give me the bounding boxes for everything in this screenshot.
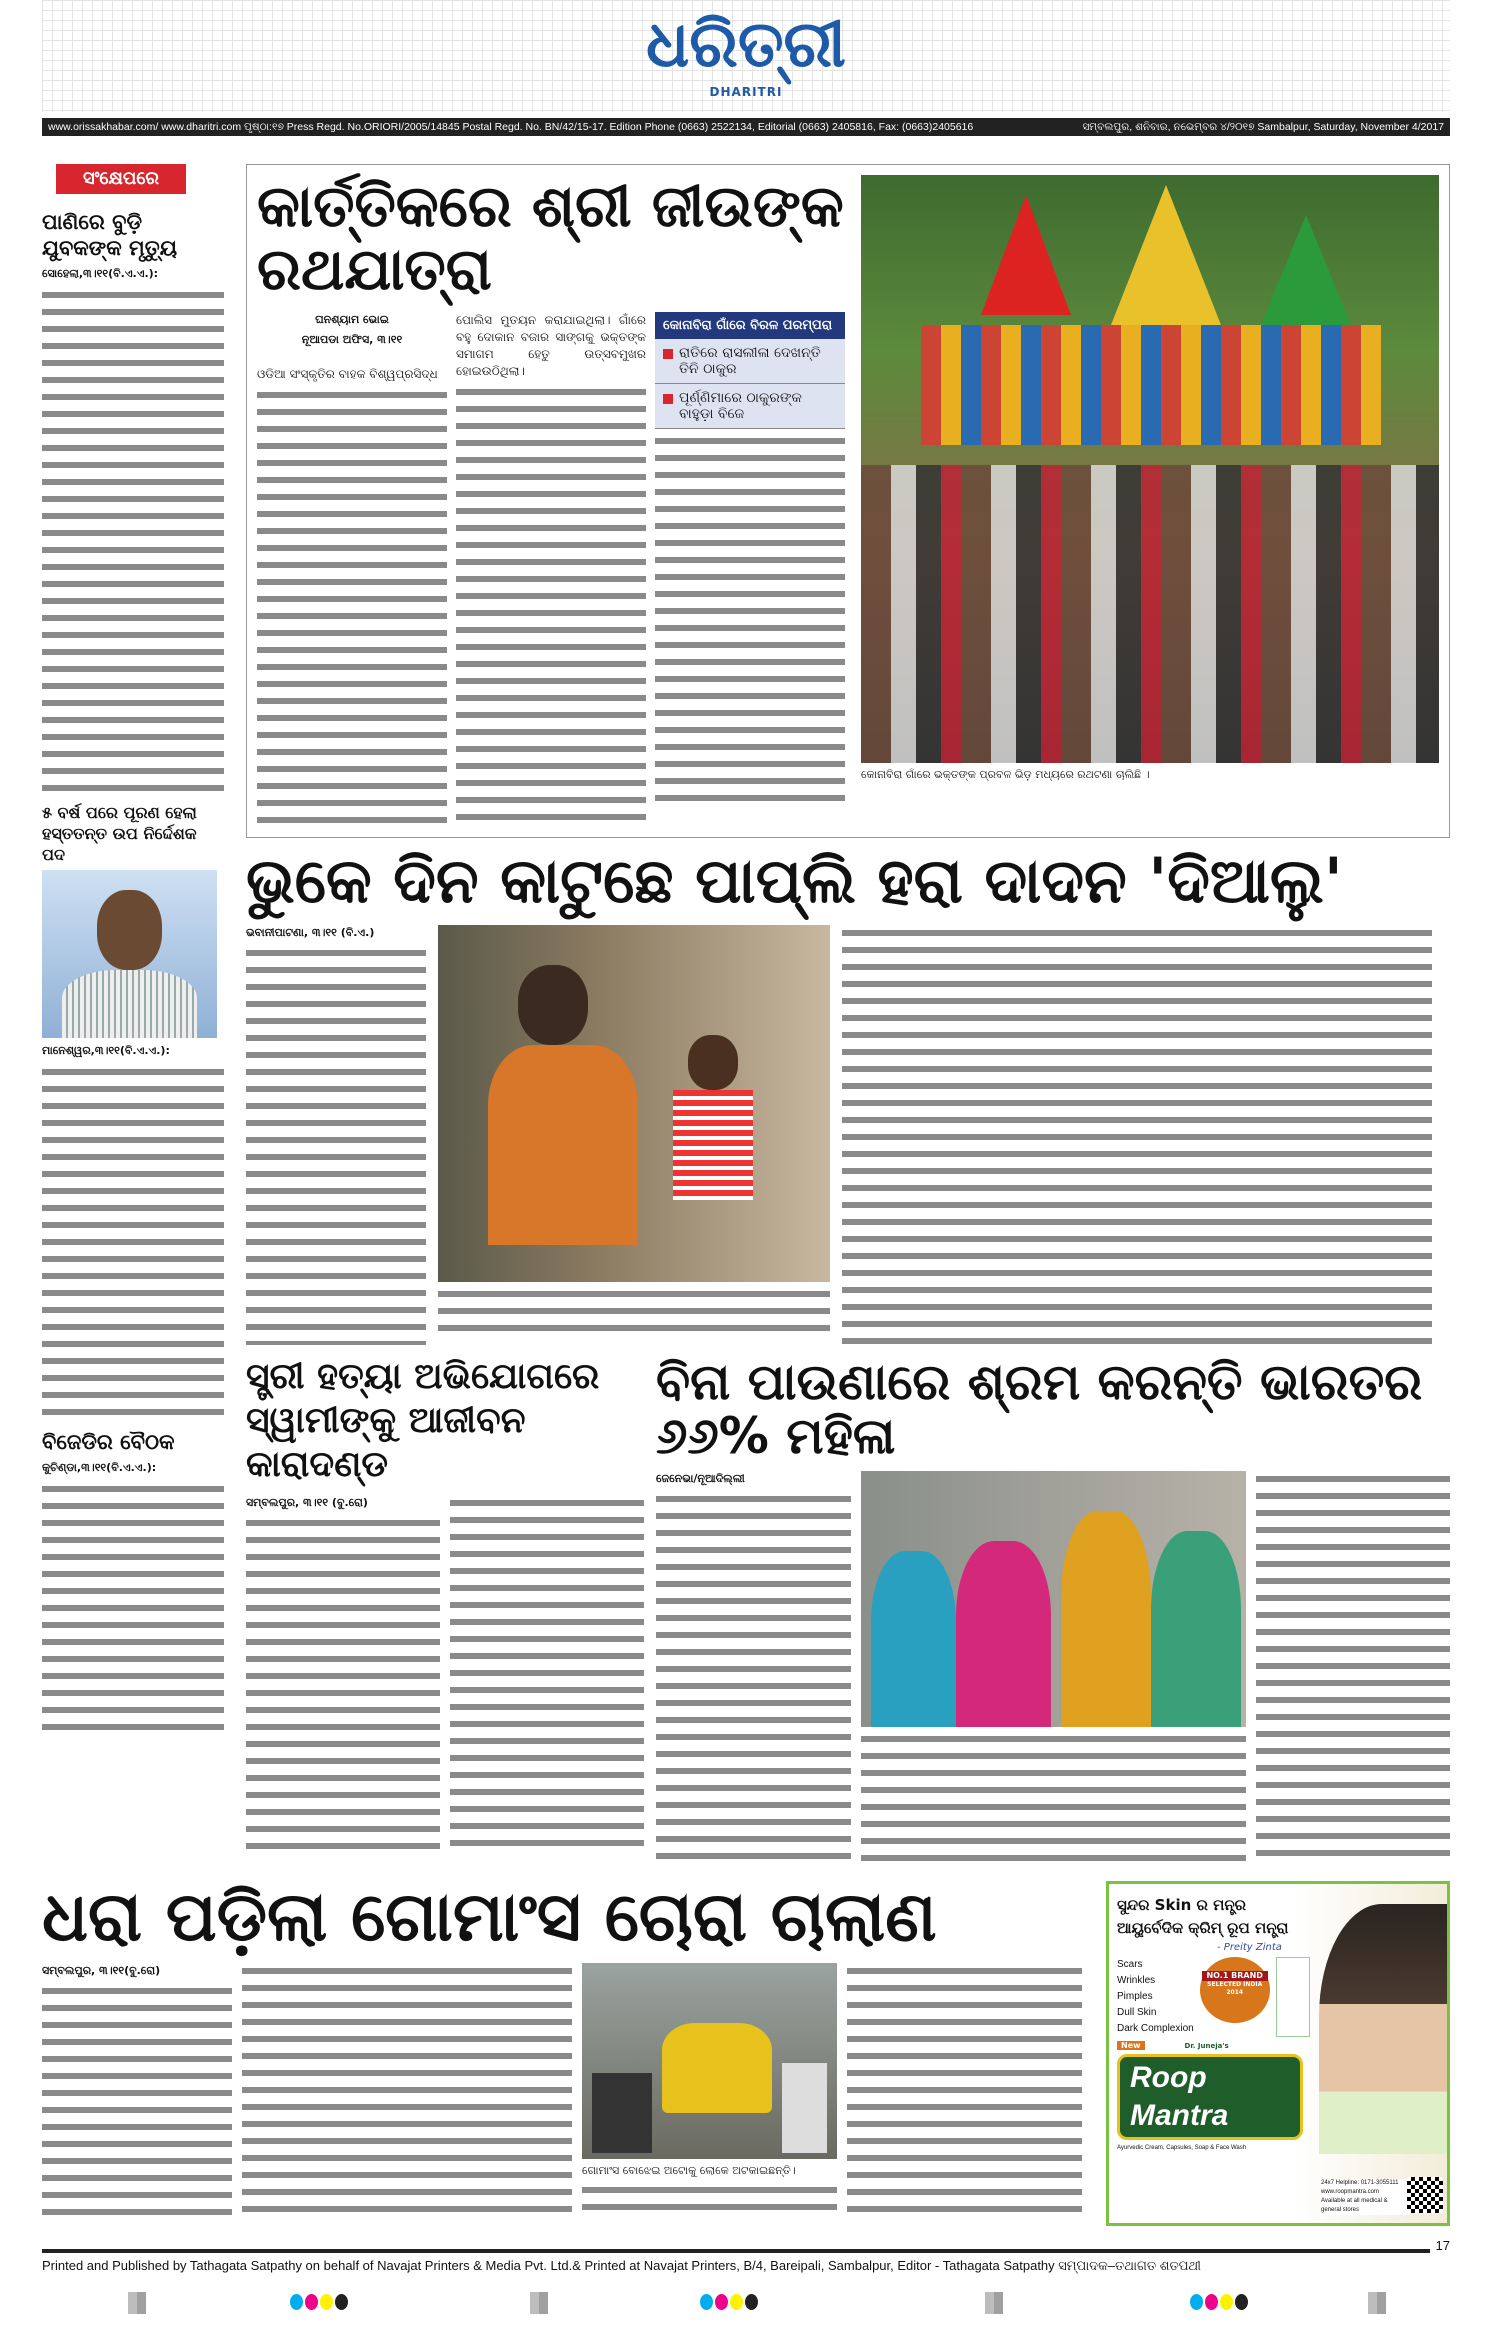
ad-availability: Available at all medical & general stores: [1321, 2198, 1388, 2214]
story3: [246, 1355, 646, 1855]
brief-dateline: ମାନେଶ୍ୱର,୩।୧୧(ବି.ଏ.ଏ.):: [42, 1044, 170, 1057]
benefit-item: Wrinkles: [1117, 1975, 1156, 1987]
story3-4-row: [246, 1355, 1450, 1865]
story4-dateline: ଜେନେଭା/ନୂଆଦିଲ୍ଲୀ: [656, 1472, 745, 1486]
info-bar-date: ସମ୍ବଲପୁର, ଶନିବାର, ନଭେମ୍ବର ୪/୨୦୧୭ Sambalpur, Saturday, November 4/2017: [1082, 121, 1444, 133]
story3-body-col2: [450, 1495, 644, 1855]
brief-headline-bjd-meeting[interactable]: ବିଜେଡିର ବୈଠକ: [42, 1430, 175, 1454]
info-bar-left: www.orissakhabar.com/ www.dharitri.com ପୃଷ୍ଠା:୧୭ Press Regd. No.ORIORI/2005/14845 Postal Regd. No. BN/42/15-17. Edition Phone (0663) 2522134, Editorial (0663) 2405816, Fax: (0663)2405616: [48, 121, 974, 133]
footer-imprint: Printed and Published by Tathagata Satpathy on behalf of Navajat Printers & Media Pvt. Ltd.& Printed at Navajat Printers, B/4, Bareipali, Sambalpur, Editor - Tathagata Satpathy ସମ୍ପାଦକ–ତଥାଗତ ଶତପଥୀ: [42, 2258, 1201, 2274]
brief-body-text: [42, 1481, 224, 1731]
lead-story-box: [246, 164, 1450, 838]
story2-body: [246, 925, 1450, 1345]
story2-body-under-photo: [438, 1286, 830, 1337]
lead-byline: ଘନଶ୍ୟାମ ଭୋଇ: [315, 313, 389, 327]
brief-body-text: [42, 287, 224, 797]
top-section: [42, 164, 1450, 1865]
page-number: 17: [1435, 2238, 1450, 2254]
info-bar: [42, 118, 1450, 136]
story5-body-col1: [42, 1983, 232, 2218]
qr-code-icon: [1407, 2177, 1443, 2213]
story5: [42, 1878, 1092, 2217]
registration-marks: [42, 2286, 1450, 2326]
brief-headline-drowning[interactable]: ପାଣିରେ ବୁଡ଼ି ଯୁବକଙ୍କ ମୃତ୍ୟୁ: [42, 210, 178, 260]
lead-dateline: ନୂଆପଡା ଅଫିସ, ୩।୧୧: [301, 333, 403, 347]
brief-headline-handloom[interactable]: ୫ ବର୍ଷ ପରେ ପୂରଣ ହେଲା ହସ୍ତତନ୍ତ ଉପ ନିର୍ଦ୍ଦେଶକ ପଦ: [42, 803, 197, 864]
story5-body-col4: [847, 1963, 1082, 2218]
benefit-item: Scars: [1117, 1959, 1143, 1971]
masthead: [42, 0, 1450, 112]
logo-odia: ଧରିତ୍ରୀ: [646, 7, 846, 82]
story5-headline[interactable]: ଧରା ପଡ଼ିଲା ଗୋମାଂସ ଚୋରା ଚାଲାଣ: [42, 1878, 937, 1958]
lead-body-col2: [456, 384, 646, 824]
ad-helpline: 24x7 Helpline: 0171-3055111: [1321, 2180, 1399, 2187]
story3-body-col1: [246, 1515, 440, 1855]
bottom-section: [42, 1878, 1450, 2226]
story2-body-cols: [842, 925, 1432, 1345]
story5-photo-caption: ଗୋମାଂସ ବୋଝେଇ ଅଟୋକୁ ଲୋକେ ଅଟକାଇଛନ୍ତି।: [582, 2163, 796, 2177]
briefs-sidebar: [42, 164, 224, 1731]
infobox-item: ରାତିରେ ରାସଲୀଳା ଦେଖନ୍ତି ତିନି ଠାକୁର: [655, 339, 845, 384]
lead-body-col2-start: ପୋଲିସ ମୁତୟନ କରାଯାଇଥିଲା। ଗାଁରେ ବହୁ ଦୋକାନ ବଜାର ସାଙ୍ଗକୁ ଭକ୍ତଙ୍କ ସମାଗମ ହେତୁ ଉତ୍ସବମୁଖର ହୋଇଉଠିଥିଲା।: [456, 313, 646, 379]
benefit-item: Pimples: [1117, 1991, 1153, 2003]
ad-products: Ayurvedic Cream, Capsules, Soap & Face Wash: [1117, 2145, 1247, 2152]
story5-dateline: ସମ୍ବଲପୁର, ୩।୧୧(ବୁ.ରୋ): [42, 1963, 161, 1977]
infobox-item: ପୂର୍ଣ୍ଣିମାରେ ଠାକୁରଙ୍କ ବାହୁଡ଼ା ବିଜେ: [655, 384, 845, 429]
infobox-title: କୋନାବିରା ଗାଁରେ ବିରଳ ପରମ୍ପରା: [655, 312, 845, 339]
story4-body-col4: [1256, 1471, 1450, 1865]
bullet-square-icon: [663, 349, 673, 359]
registration-mark: [1368, 2292, 1386, 2314]
story4-headline[interactable]: ବିନା ପାଉଣାରେ ଶ୍ରମ କରନ୍ତି ଭାରତର ୬୬% ମହିଳା: [656, 1353, 1423, 1466]
roop-mantra-logo: [1117, 2054, 1303, 2140]
ad-contact: [1321, 2179, 1409, 2215]
lead-body-col3: [655, 433, 845, 803]
story3-headline-line1: ସ୍ତ୍ରୀ ହତ୍ୟା ଅଭିଯୋଗରେ: [246, 1356, 600, 1398]
main-column: [246, 164, 1450, 1865]
dharitri-logo[interactable]: [596, 5, 896, 99]
lead-body-col1: [257, 387, 447, 827]
official-portrait-photo: [42, 870, 217, 1038]
lead-photo-area: [861, 175, 1439, 782]
badge-text: NO.1 BRAND: [1202, 1971, 1268, 1981]
ad-maker: Dr. Juneja's: [1184, 2041, 1229, 2050]
product-pack: [1276, 1957, 1310, 2037]
color-registration-dots: [700, 2294, 758, 2310]
story3-headline-line2: ସ୍ୱାମୀଙ୍କୁ ଆଜୀବନ କାରାଦଣ୍ଡ: [246, 1400, 526, 1486]
brief-body-text: [42, 1064, 224, 1424]
women-workers-photo: [861, 1471, 1246, 1727]
color-registration-dots: [1190, 2294, 1248, 2310]
rath-yatra-photo: [861, 175, 1439, 763]
ad-signature: - Preity Zinta: [1217, 1942, 1282, 1954]
logo-latin: DHARITRI: [709, 85, 783, 99]
benefit-item: Dark Complexion: [1117, 2023, 1194, 2035]
roop-mantra-ad[interactable]: [1106, 1881, 1450, 2226]
brief-dateline: କୁଚିଣ୍ଡା,୩।୧୧(ବି.ଏ.ଏ.):: [42, 1461, 157, 1474]
footer-rule: [42, 2249, 1430, 2253]
lead-photo-caption: କୋନାବିରା ଗାଁରେ ଭକ୍ତଙ୍କ ପ୍ରବଳ ଭିଡ଼ ମଧ୍ୟରେ ରଥଟଣା ଚାଲିଛି ।: [861, 768, 1150, 781]
story3-dateline: ସମ୍ବଲପୁର, ୩।୧୧ (ବୁ.ରୋ): [246, 1496, 368, 1510]
story4-body-col1: [656, 1491, 851, 1865]
ad-tagline-1: ସୁନ୍ଦର Skin ର ମନ୍ତ୍ର: [1117, 1896, 1247, 1915]
story2-dateline: ଭବାନୀପାଟଣା, ୩।୧୧ (ବି.ଏ.): [246, 926, 375, 940]
story5-body-col2: [242, 1963, 572, 2218]
ad-tagline-2: ଆୟୁର୍ବେଦିକ କ୍ରିମ୍ ରୂପ ମନ୍ତ୍ରା: [1117, 1919, 1289, 1938]
beef-smuggling-auto-photo: [582, 1963, 837, 2159]
no1-brand-badge: [1200, 1957, 1270, 2023]
brief-dateline: ସୋହେଲା,୩।୧୧(ବି.ଏ.ଏ.):: [42, 267, 159, 280]
story3-headline[interactable]: [246, 1355, 646, 1487]
color-registration-dots: [290, 2294, 348, 2310]
story4-body-under-photo: [861, 1731, 1246, 1863]
section-tag-briefs: ସଂକ୍ଷେପରେ: [56, 164, 186, 194]
registration-mark: [985, 2292, 1003, 2314]
model-portrait: [1319, 1904, 1450, 2154]
lead-infobox: [655, 312, 845, 429]
registration-mark: [128, 2292, 146, 2314]
story4: [656, 1355, 1450, 1865]
benefit-item: Dull Skin: [1117, 2007, 1157, 2019]
footer: [42, 2238, 1450, 2326]
story5-body-under-photo: [582, 2182, 837, 2216]
badge-subtext: SELECTED INDIA 2014: [1207, 1981, 1263, 1997]
boy-and-child-photo: [438, 925, 830, 1282]
lead-text-area: [257, 172, 849, 827]
ad-new-label: New: [1117, 2041, 1145, 2050]
story2-headline[interactable]: ଭୁକେ ଦିନ କାଟୁଛେ ପାପ୍‌ଲି ହରା ଦାଦନ 'ଦିଆଲୁ': [246, 844, 1343, 918]
ad-website[interactable]: www.roopmantra.com: [1321, 2189, 1380, 2196]
brand-line1: Roop: [1130, 2061, 1207, 2095]
brand-line2: Mantra: [1130, 2099, 1229, 2133]
registration-mark: [530, 2292, 548, 2314]
lead-body-start: ଓଡିଆ ସଂସ୍କୃତିର ବାହକ ବିଶ୍ୱପ୍ରସିଦ୍ଧ: [257, 367, 438, 382]
bullet-square-icon: [663, 394, 673, 404]
story2-body-col1: [246, 945, 426, 1345]
ad-benefits-list: [1117, 1957, 1194, 2037]
lead-headline[interactable]: କାର୍ତ୍ତିକରେ ଶ୍ରୀ ଜୀଉଙ୍କ ରଥଯାତ୍ରା: [257, 172, 844, 303]
